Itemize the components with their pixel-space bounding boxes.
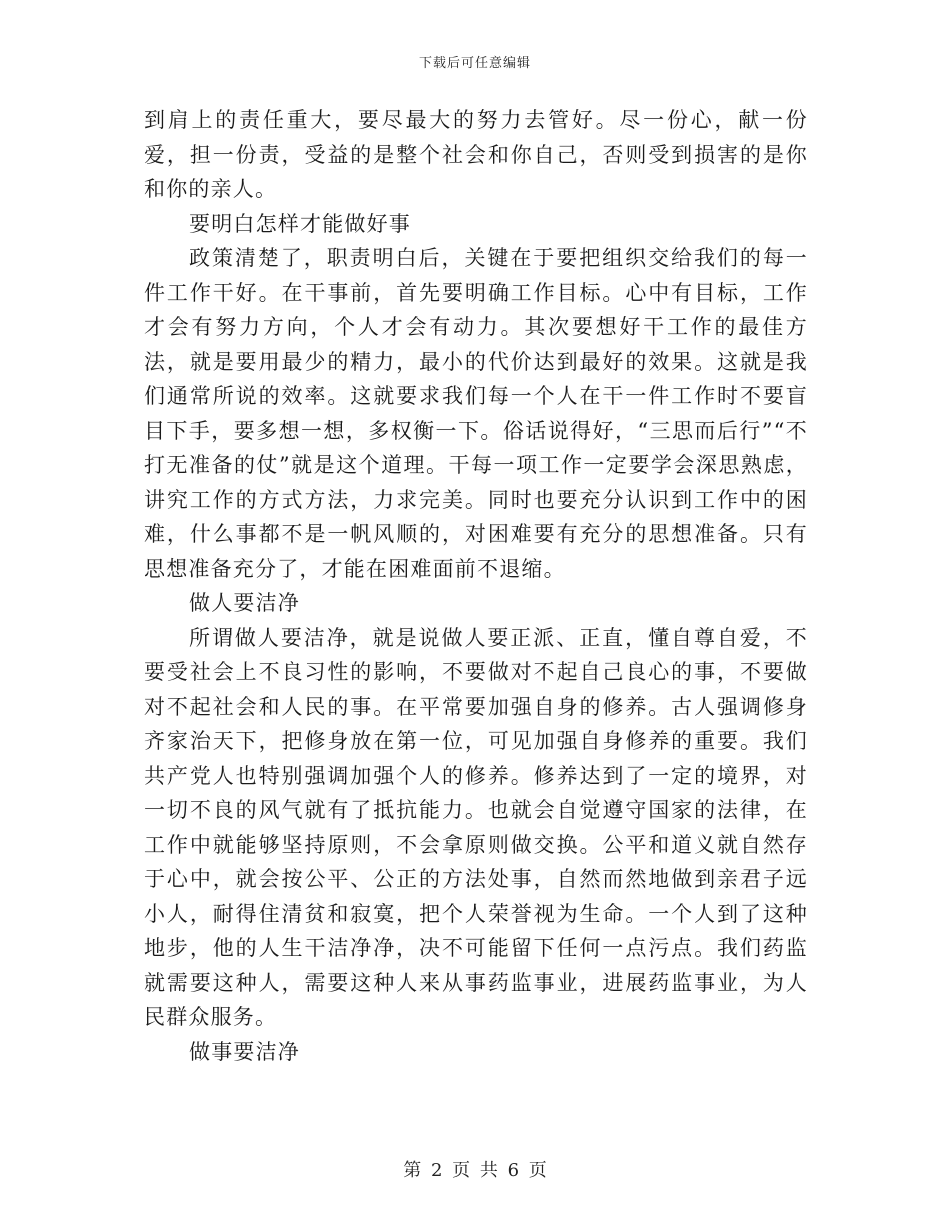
page-footer xyxy=(0,1156,950,1182)
paragraph-do-things-well: 政策清楚了，职责明白后，关键在于要把组织交给我们的每一件工作干好。在干事前，首先要明确工作目标。心中有目标，工作才会有努力方向，个人才会有动力。其次要想好干工作的最佳方法，就是要用最少的精力，最小的代价达到最好的效果。这就是我们通常所说的效率。这就要求我们每一个人在干一件工作时不要盲目下手，要多想一想，多权衡一下。俗话说得好，“三思而后行”“不打无准备的仗”就是这个道理。干每一项工作一定要学会深思熟虑，讲究工作的方式方法，力求完美。同时也要充分认识到工作中的困难，什么事都不是一帆风顺的，对困难要有充分的思想准备。只有思想准备充分了，才能在困难面前不退缩。 xyxy=(144,246,808,581)
document-body xyxy=(144,103,808,1069)
footer-suffix: 页 xyxy=(528,1160,547,1181)
paragraph-continuation: 到肩上的责任重大，要尽最大的努力去管好。尽一份心，献一份爱，担一份责，受益的是整个社会和你自己，否则受到损害的是你和你的亲人。 xyxy=(144,108,808,201)
footer-middle: 页 共 xyxy=(452,1160,498,1181)
section-heading-do-things-well: 要明白怎样才能做好事 xyxy=(189,211,411,236)
page-header: 下载后可任意编辑 xyxy=(418,56,531,71)
footer-current-page: 2 xyxy=(430,1160,443,1181)
section-heading-clean-work: 做事要洁净 xyxy=(189,1039,300,1064)
footer-prefix: 第 xyxy=(403,1160,422,1181)
paragraph-clean-person: 所谓做人要洁净，就是说做人要正派、正直，懂自尊自爱，不要受社会上不良习性的影响，不要做对不起自己良心的事，不要做对不起社会和人民的事。在平常要加强自身的修养。古人强调修身齐家治天下，把修身放在第一位，可见加强自身修养的重要。我们共产党人也特别强调加强个人的修养。修养达到了一定的境界，对一切不良的风气就有了抵抗能力。也就会自觉遵守国家的法律，在工作中就能够坚持原则，不会拿原则做交换。公平和道义就自然存于心中，就会按公平、公正的方法处事，自然而然地做到亲君子远小人，耐得住清贫和寂寞，把个人荣誉视为生命。一个人到了这种地步，他的人生干洁净净，决不可能留下任何一点污点。我们药监就需要这种人，需要这种人来从事药监事业，进展药监事业，为人民群众服务。 xyxy=(144,625,808,1029)
section-heading-clean-person: 做人要洁净 xyxy=(189,591,300,615)
footer-total-pages: 6 xyxy=(507,1160,520,1181)
